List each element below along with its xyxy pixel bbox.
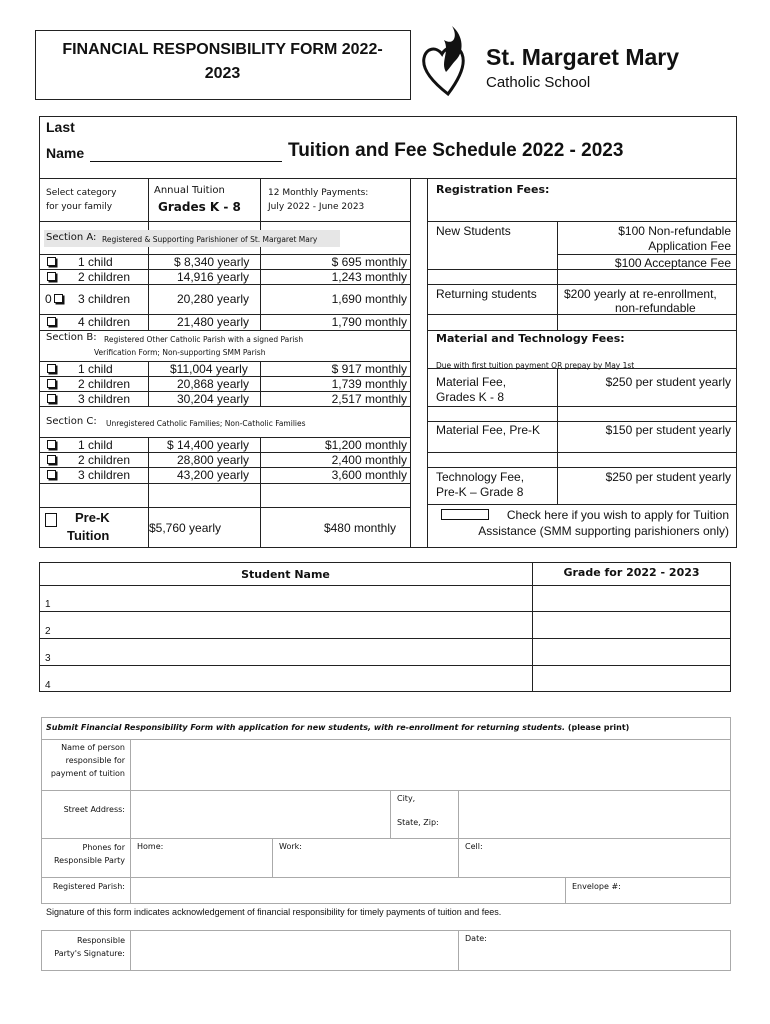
col-annual-tuition-line1: Annual Tuition [154,185,225,196]
row-monthly: 1,243 monthly [331,270,407,284]
form-title-line1: FINANCIAL RESPONSIBILITY FORM 2022- [62,41,383,58]
school-subtitle: Catholic School [486,74,591,91]
section-c-row-3[interactable] [39,467,410,482]
new-students-label: New Students [436,224,511,238]
envelope-label: Envelope #: [572,882,621,891]
section-c-description: Unregistered Catholic Families; Non-Catholic Families [106,419,306,428]
submit-instruction [46,723,629,732]
grade-header: Grade for 2022 - 2023 [563,566,700,579]
student-row-number: 3 [45,653,51,664]
row-monthly: 1,690 monthly [331,292,407,306]
student-name-header: Student Name [241,568,330,581]
registration-fees-title: Registration Fees: [436,183,550,196]
material-prek-label: Material Fee, Pre-K [436,423,541,437]
last-label: Last [46,119,75,135]
col-annual-tuition-line2: Grades K - 8 [158,200,241,214]
envelope-field[interactable] [566,878,730,902]
row-label: 2 children [78,270,131,284]
row-label: 4 children [78,315,131,329]
work-phone-field[interactable] [273,839,457,876]
checkbox-icon[interactable] [47,379,56,388]
prek-monthly: $480 monthly [323,521,396,535]
section-a-row-4[interactable] [39,314,410,329]
street-address-field[interactable] [131,791,389,838]
row-label: 1 child [78,255,113,269]
row-monthly: $1,200 monthly [324,438,407,452]
cell-phone-field[interactable] [459,839,730,876]
name-label: Name [46,145,85,161]
section-b-description-1: Registered Other Catholic Parish with a signed Parish [104,335,304,344]
material-prek-fee: $150 per student yearly [605,423,731,437]
prek-label-line1: Pre-K [75,510,110,525]
cell-label: Cell: [465,842,483,851]
checkbox-icon[interactable] [47,470,56,479]
section-c-row-2[interactable] [39,452,410,467]
row-mark: 0 [45,292,52,306]
date-field[interactable] [459,931,730,970]
tuition-assistance-checkbox[interactable] [441,509,489,520]
col-monthly-line1: 12 Monthly Payments: [268,188,369,198]
assistance-line1: Check here if you wish to apply for Tuition [506,508,729,522]
row-monthly: $ 917 monthly [331,362,407,376]
school-name: St. Margaret Mary [486,44,680,70]
home-phone-field[interactable] [131,839,271,876]
tech-fee-line1: Technology Fee, [436,470,525,484]
row-monthly: 1,790 monthly [331,315,407,329]
form-title-line2: 2023 [204,65,241,82]
student-row-number: 4 [45,680,51,691]
col-select-category-line2: for your family [46,202,113,212]
row-monthly: 1,739 monthly [331,377,407,391]
person-label-3: payment of tuition [50,769,125,778]
new-fee-line2: Application Fee [648,239,731,253]
section-b-row-3[interactable] [39,391,410,406]
print-note: (please print) [567,723,630,732]
date-label: Date: [465,934,487,943]
checkbox-icon[interactable] [47,440,56,449]
city-state-zip-field[interactable] [459,791,730,838]
checkbox-icon[interactable] [47,394,56,403]
returning-fee-line1: $200 yearly at re-enrollment, [564,287,717,301]
schedule-title: Tuition and Fee Schedule 2022 - 2023 [288,140,624,161]
section-b-row-1[interactable] [39,361,410,376]
street-label: Street Address: [63,805,125,814]
row-label: 3 children [78,292,131,306]
submit-instruction-text: Submit Financial Responsibility Form with application for new students, with re-enrollment for returning students. [46,723,566,732]
material-tech-title: Material and Technology Fees: [436,332,625,345]
row-label: 1 child [78,438,113,452]
row-annual: $11,004 yearly [170,362,248,376]
material-k8-fee: $250 per student yearly [605,375,731,389]
person-label-2: responsible for [65,756,125,765]
section-a-label: Section A: [46,232,97,243]
section-b-label: Section B: [46,332,97,343]
assistance-line2: Assistance (SMM supporting parishioners only) [478,524,729,538]
section-a-row-2[interactable] [39,269,410,284]
student-row-number: 2 [45,626,51,637]
prek-label-line2: Tuition [67,528,110,543]
col-monthly-line2: July 2022 - June 2023 [268,202,365,212]
row-monthly: $ 695 monthly [331,255,407,269]
row-annual: 20,868 yearly [177,377,250,391]
prek-row[interactable] [39,507,410,548]
student-row[interactable] [39,585,731,612]
section-c-label: Section C: [46,416,97,427]
row-annual: 20,280 yearly [177,292,250,306]
signature-label-1: Responsible [77,936,125,945]
section-c-row-1[interactable] [39,437,410,452]
checkbox-icon[interactable] [47,257,56,266]
row-label: 2 children [78,377,131,391]
phones-label-1: Phones for [82,843,125,852]
material-note: Due with first tuition payment OR prepay by May 1st [436,361,635,370]
checkbox-icon[interactable] [47,364,56,373]
row-monthly: 2,400 monthly [331,453,407,467]
row-annual: $ 14,400 yearly [167,438,250,452]
new-fee-line1: $100 Non-refundable [618,224,731,238]
row-annual: 43,200 yearly [177,468,250,482]
school-logo [420,22,476,98]
last-name-field[interactable] [90,144,282,162]
checkbox-icon[interactable] [47,455,56,464]
tech-fee-line2: Pre-K – Grade 8 [436,485,524,499]
signature-note: Signature of this form indicates acknowledgement of financial responsibility for timely payments of tuition and fees. [46,907,502,917]
home-label: Home: [137,842,164,851]
parish-label: Registered Parish: [52,882,125,891]
checkbox-icon[interactable] [54,294,63,303]
returning-students-label: Returning students [436,287,537,301]
row-monthly: 2,517 monthly [331,392,407,406]
section-a-row-3[interactable] [39,284,410,314]
row-label: 2 children [78,453,131,467]
tech-fee: $250 per student yearly [605,470,731,484]
material-k8-line1: Material Fee, [436,375,507,389]
student-row[interactable] [39,612,731,639]
section-b-row-2[interactable] [39,376,410,391]
registered-parish-field[interactable] [131,878,564,902]
row-annual: 14,916 yearly [177,270,250,284]
row-label: 3 children [78,392,131,406]
row-annual: 21,480 yearly [177,315,250,329]
row-annual: 28,800 yearly [177,453,250,467]
col-select-category-line1: Select category [46,188,117,198]
section-a-description: Registered & Supporting Parishioner of St. Margaret Mary [102,235,318,244]
form-title-box [35,30,411,100]
prek-annual: $5,760 yearly [149,521,222,535]
prek-checkbox-icon[interactable] [45,513,57,527]
responsible-person-field[interactable] [131,740,730,789]
person-label-1: Name of person [61,743,125,752]
work-label: Work: [279,842,302,851]
returning-fee-line2: non-refundable [615,301,696,315]
section-a-row-1[interactable] [39,254,410,269]
row-annual: $ 8,340 yearly [174,255,250,269]
city-label: City, [397,794,416,803]
checkbox-icon[interactable] [47,272,56,281]
phones-label-2: Responsible Party [53,856,125,865]
state-zip-label: State, Zip: [397,818,439,827]
signature-field[interactable] [131,931,457,970]
student-row[interactable] [39,639,731,666]
row-label: 1 child [78,362,113,376]
signature-label-2: Party's Signature: [54,949,125,958]
student-row-number: 1 [45,599,51,610]
new-fee-acceptance: $100 Acceptance Fee [614,256,731,270]
student-row[interactable] [39,666,731,692]
row-annual: 30,204 yearly [177,392,250,406]
material-k8-line2: Grades K - 8 [436,390,505,404]
checkbox-icon[interactable] [47,317,56,326]
row-monthly: 3,600 monthly [331,468,407,482]
section-b-description-2: Verification Form; Non-supporting SMM Parish [94,348,266,357]
row-label: 3 children [78,468,131,482]
